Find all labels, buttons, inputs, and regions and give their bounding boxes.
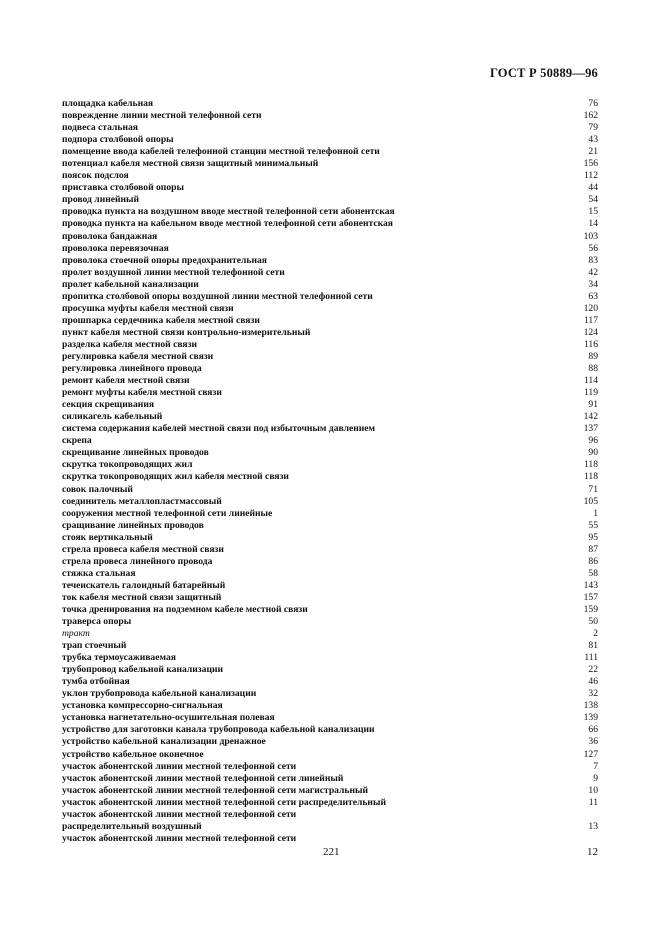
index-entry [62, 459, 598, 471]
index-entry-term: скрутка токопроводящих жил [62, 459, 193, 471]
index-entry-term: скрещивание линейных проводов [62, 447, 209, 459]
index-entry-page: 159 [583, 603, 598, 615]
index-entry-page: 83 [588, 254, 598, 266]
index-entry [62, 797, 598, 809]
index-entry [62, 821, 598, 833]
index-entry [62, 158, 598, 170]
index-entry-term: трап стоечный [62, 640, 127, 652]
index-entry [62, 363, 598, 375]
index-entry-page: 2 [593, 628, 598, 640]
index-entry [62, 255, 598, 267]
index-entry-page: 9 [593, 772, 598, 784]
index-entry-term: проводка пункта на кабельном вводе местной телефонной сети абонентская [62, 218, 393, 230]
index-entry-term: скрепа [62, 435, 92, 447]
index-entry-page: 14 [588, 218, 598, 230]
index-entry [62, 592, 598, 604]
index-entry-page: 87 [588, 543, 598, 555]
index-entry [62, 568, 598, 580]
index-entry [62, 194, 598, 206]
index-entry [62, 773, 598, 785]
index-entry-page: 114 [583, 375, 598, 387]
index-entry [62, 170, 598, 182]
index-entry [62, 652, 598, 664]
index-entry [62, 833, 598, 845]
index-entry-page: 103 [583, 230, 598, 242]
index-entry-page: 42 [588, 266, 598, 278]
index-entry [62, 435, 598, 447]
index-entry-term: скрутка токопроводящих жил кабеля местной связи [62, 471, 289, 483]
index-entry-term: устройство для заготовки канала трубопровода кабельной канализации [62, 724, 375, 736]
index-entry [62, 664, 598, 676]
index-entry [62, 580, 598, 592]
index-entry [62, 182, 598, 194]
index-entry-page: 112 [583, 170, 598, 182]
index-entry-term: регулировка кабеля местной связи [62, 350, 214, 362]
index-entry [62, 508, 598, 520]
index-entry-page: 86 [588, 555, 598, 567]
index-entry-term: участок абонентской линии местной телефонной сети [62, 832, 297, 844]
index-entry-term: участок абонентской линии местной телефонной сети распределительный [62, 796, 386, 808]
index-entry-term: поясок подслоя [62, 170, 129, 182]
index-entry-term: стрела провеса линейного провода [62, 555, 213, 567]
index-entry-term: сращивание линейных проводов [62, 519, 204, 531]
index-entry-term: устройство кабельной канализации дренажное [62, 736, 266, 748]
index-entry-page: 56 [588, 242, 598, 254]
index-entry-term: участок абонентской линии местной телефонной сети магистральный [62, 784, 369, 796]
index-entry-term: трубка термоусаживаемая [62, 652, 176, 664]
index-entry [62, 231, 598, 243]
index-entry [62, 676, 598, 688]
index-entry-page: 95 [588, 531, 598, 543]
index-entry-page: 58 [588, 567, 598, 579]
index-entry-term: система содержания кабелей местной связи под избыточным давлением [62, 423, 376, 435]
index-entry [62, 206, 598, 218]
index-entry [62, 556, 598, 568]
index-entry-term: установка компрессорно-сигнальная [62, 700, 223, 712]
index-entry-page: 120 [583, 302, 598, 314]
index-entry [62, 146, 598, 158]
index-entry-term: повреждение линии местной телефонной сети [62, 110, 262, 122]
index-entry [62, 339, 598, 351]
index-entry-page: 124 [583, 326, 598, 338]
index-entry-page: 15 [588, 206, 598, 218]
index-entry-page: 32 [588, 688, 598, 700]
index-entry-term: провод линейный [62, 194, 140, 206]
alphabetical-index-list [62, 98, 598, 845]
index-entry-term: помещение ввода кабелей телефонной станции местной телефонной сети [62, 146, 380, 158]
index-entry [62, 544, 598, 556]
index-entry-page: 89 [588, 350, 598, 362]
index-entry-page: 46 [588, 676, 598, 688]
index-entry-term: подпора столбовой опоры [62, 134, 174, 146]
standard-designation: ГОСТ Р 50889—96 [489, 66, 598, 80]
index-entry [62, 712, 598, 724]
index-entry-page: 13 [588, 820, 598, 832]
index-entry [62, 616, 598, 628]
index-entry [62, 218, 598, 230]
index-entry-term: пролет воздушной линии местной телефонной сети [62, 266, 285, 278]
index-entry-term: регулировка линейного провода [62, 363, 202, 375]
index-entry-term: стрела провеса кабеля местной связи [62, 543, 224, 555]
index-entry-term: проволока бандажная [62, 230, 158, 242]
index-entry-page: 119 [583, 387, 598, 399]
index-entry-term: приставка столбовой опоры [62, 182, 184, 194]
index-entry [62, 279, 598, 291]
index-entry [62, 399, 598, 411]
index-entry-page: 54 [588, 194, 598, 206]
index-entry [62, 122, 598, 134]
index-entry-term: подвеса стальная [62, 122, 138, 134]
index-entry [62, 134, 598, 146]
index-entry-page: 90 [588, 447, 598, 459]
index-entry-page: 138 [583, 700, 598, 712]
page-number: 221 [323, 846, 340, 858]
index-entry [62, 809, 598, 821]
index-entry [62, 700, 598, 712]
index-entry [62, 267, 598, 279]
index-entry-term: ремонт кабеля местной связи [62, 375, 190, 387]
index-entry-term: течеискатель галоидный батарейный [62, 579, 226, 591]
index-entry [62, 411, 598, 423]
index-entry-term: проводка пункта на воздушном вводе местной телефонной сети абонентская [62, 206, 395, 218]
index-entry-page: 127 [583, 748, 598, 760]
index-entry-term: участок абонентской линии местной телефонной сети линейный [62, 772, 344, 784]
index-entry-page: 50 [588, 616, 598, 628]
index-entry [62, 749, 598, 761]
index-entry-term: совок палочный [62, 483, 133, 495]
index-entry-term: ток кабеля местной связи защитный [62, 591, 222, 603]
index-entry-term: проволока перевязочная [62, 242, 169, 254]
index-entry-term: ремонт муфты кабеля местной связи [62, 387, 222, 399]
index-entry-term: стяжка стальная [62, 567, 136, 579]
index-entry-page: 55 [588, 519, 598, 531]
index-entry-term: участок абонентской линии местной телефонной сети [62, 760, 297, 772]
index-entry-page: 105 [583, 495, 598, 507]
index-entry-page: 156 [583, 158, 598, 170]
index-entry-term: площадка кабельная [62, 98, 154, 109]
index-entry [62, 243, 598, 255]
index-entry-page: 157 [583, 591, 598, 603]
index-entry-page: 36 [588, 736, 598, 748]
index-entry [62, 327, 598, 339]
index-entry-term: траверса опоры [62, 616, 132, 628]
index-entry-page: 11 [588, 796, 598, 808]
index-entry [62, 98, 598, 110]
index-entry [62, 761, 598, 773]
index-entry-page: 137 [583, 423, 598, 435]
index-entry-term: разделка кабеля местной связи [62, 338, 197, 350]
index-entry [62, 387, 598, 399]
index-entry [62, 736, 598, 748]
index-entry [62, 785, 598, 797]
index-entry-term: пропитка столбовой опоры воздушной линии местной телефонной сети [62, 290, 373, 302]
index-entry-page: 66 [588, 724, 598, 736]
index-entry-page: 22 [588, 664, 598, 676]
index-entry [62, 375, 598, 387]
index-entry-page: 117 [583, 314, 598, 326]
index-entry [62, 484, 598, 496]
index-entry-term: участок абонентской линии местной телефонной сети [62, 808, 297, 820]
index-entry-page: 96 [588, 435, 598, 447]
index-entry-page: 43 [588, 134, 598, 146]
index-entry-page: 1 [593, 507, 598, 519]
index-entry-page: 139 [583, 712, 598, 724]
index-entry [62, 640, 598, 652]
index-entry-page: 76 [588, 98, 598, 109]
index-entry-page: 91 [588, 399, 598, 411]
index-entry-page: 118 [583, 459, 598, 471]
index-entry-term: уклон трубопровода кабельной канализации [62, 688, 257, 700]
index-entry-term: установка нагнетательно-осушительная полевая [62, 712, 275, 724]
index-entry-term: устройство кабельное оконечное [62, 748, 204, 760]
index-entry-page: 34 [588, 278, 598, 290]
index-entry-page: 142 [583, 411, 598, 423]
index-entry [62, 351, 598, 363]
index-entry [62, 532, 598, 544]
index-entry-page: 71 [588, 483, 598, 495]
index-entry-term: сооружения местной телефонной сети линейные [62, 507, 273, 519]
index-entry-term: пролет кабельной канализации [62, 278, 199, 290]
index-entry [62, 423, 598, 435]
index-entry [62, 628, 598, 640]
index-entry-term: проволока стоечной опоры предохранительная [62, 254, 267, 266]
index-entry-term: тракт [62, 628, 90, 640]
index-entry [62, 291, 598, 303]
index-entry [62, 724, 598, 736]
index-entry [62, 520, 598, 532]
index-entry [62, 688, 598, 700]
index-entry-term: точка дренирования на подземном кабеле местной связи [62, 603, 308, 615]
index-entry [62, 447, 598, 459]
index-entry [62, 496, 598, 508]
index-entry-page: 116 [583, 338, 598, 350]
index-entry-term: тумба отбойная [62, 676, 130, 688]
index-entry-page: 111 [584, 652, 598, 664]
index-entry-term: силикагель кабельный [62, 411, 163, 423]
index-entry-term: распределительный воздушный [62, 820, 202, 832]
index-entry-page: 21 [588, 146, 598, 158]
index-entry-page: 143 [583, 579, 598, 591]
index-entry-term: секция скрещивания [62, 399, 155, 411]
index-entry-page: 88 [588, 363, 598, 375]
index-entry-page: 44 [588, 182, 598, 194]
index-entry-term: трубопровод кабельной канализации [62, 664, 224, 676]
index-entry [62, 110, 598, 122]
index-entry [62, 315, 598, 327]
continuation-page-reference: 12 [587, 846, 598, 858]
index-entry-term: соединитель металлопластмассовый [62, 495, 222, 507]
index-entry-page: 10 [588, 784, 598, 796]
index-entry-page: 162 [583, 110, 598, 122]
index-entry-page: 118 [583, 471, 598, 483]
index-entry [62, 303, 598, 315]
index-entry-term: пункт кабеля местной связи контрольно-измерительный [62, 326, 311, 338]
index-entry-term: просушка муфты кабеля местной связи [62, 302, 234, 314]
index-entry-term: стояк вертикальный [62, 531, 153, 543]
index-entry-page: 7 [593, 760, 598, 772]
index-entry [62, 604, 598, 616]
index-entry-page: 79 [588, 122, 598, 134]
index-entry-term: прошпарка сердечника кабеля местной связи [62, 314, 260, 326]
index-entry-page: 63 [588, 290, 598, 302]
index-entry [62, 471, 598, 483]
index-entry-term: потенциал кабеля местной связи защитный минимальный [62, 158, 319, 170]
index-entry-page: 81 [588, 640, 598, 652]
